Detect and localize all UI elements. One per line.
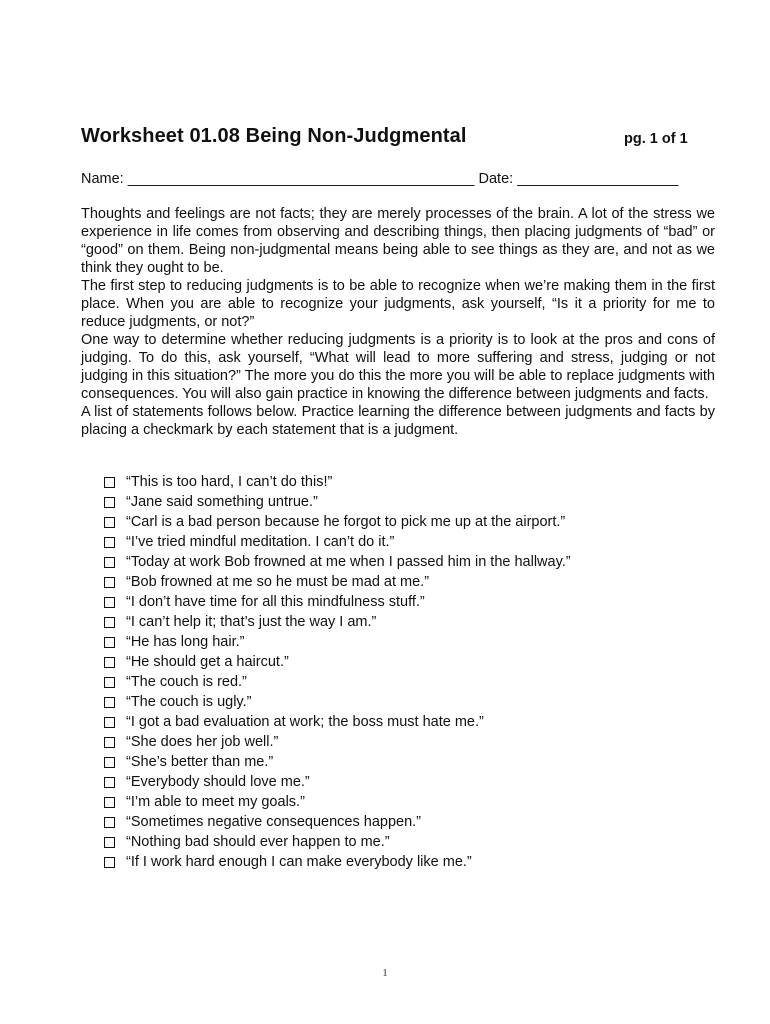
checklist-item <box>104 552 571 572</box>
statement-text: “The couch is red.” <box>126 674 247 690</box>
checklist-item <box>104 812 571 832</box>
checkbox[interactable] <box>104 537 115 548</box>
statement-checklist <box>104 472 571 872</box>
statement-text: “I can’t help it; that’s just the way I am.” <box>126 614 377 630</box>
name-date-fields[interactable]: Name: ___________________________________________ Date: ____________________ <box>81 171 679 187</box>
checkbox[interactable] <box>104 617 115 628</box>
checkbox[interactable] <box>104 477 115 488</box>
checkbox[interactable] <box>104 817 115 828</box>
checklist-item <box>104 752 571 772</box>
statement-text: “If I work hard enough I can make everybody like me.” <box>126 854 472 870</box>
statement-text: “Everybody should love me.” <box>126 774 310 790</box>
checklist-item <box>104 652 571 672</box>
statement-text: “She does her job well.” <box>126 734 279 750</box>
checklist-item <box>104 512 571 532</box>
paragraph-instructions: A list of statements follows below. Practice learning the difference between judgments and facts by placing a checkmark by each statement that is a judgment. <box>81 404 715 438</box>
footer-page-number: 1 <box>382 967 388 979</box>
page-indicator: pg. 1 of 1 <box>624 131 688 147</box>
statement-text: “I’m able to meet my goals.” <box>126 794 305 810</box>
checklist-item <box>104 672 571 692</box>
paragraph-pros-cons: One way to determine whether reducing judgments is a priority is to look at the pros and cons of judging. To do this, ask yourself, “What will lead to more suffering and stress, judging or not judging in this situation?” The more you do this the more you will be able to replace judgments with consequences. You will also gain practice in knowing the difference between judgments and facts. <box>81 332 715 402</box>
checklist-item <box>104 712 571 732</box>
checklist-item <box>104 592 571 612</box>
statement-text: “This is too hard, I can’t do this!” <box>126 474 333 490</box>
checkbox[interactable] <box>104 777 115 788</box>
checklist-item <box>104 572 571 592</box>
checklist-item <box>104 492 571 512</box>
statement-text: “He has long hair.” <box>126 634 245 650</box>
checkbox[interactable] <box>104 577 115 588</box>
checkbox[interactable] <box>104 517 115 528</box>
checklist-item <box>104 772 571 792</box>
checklist-item <box>104 832 571 852</box>
statement-text: “Sometimes negative consequences happen.” <box>126 814 422 830</box>
checkbox[interactable] <box>104 557 115 568</box>
statement-text: “The couch is ugly.” <box>126 694 252 710</box>
statement-text: “Bob frowned at me so he must be mad at me.” <box>126 574 430 590</box>
statement-text: “Carl is a bad person because he forgot to pick me up at the airport.” <box>126 514 566 530</box>
checklist-item <box>104 792 571 812</box>
statement-text: “He should get a haircut.” <box>126 654 289 670</box>
checklist-item <box>104 632 571 652</box>
checklist-item <box>104 472 571 492</box>
checkbox[interactable] <box>104 757 115 768</box>
statement-text: “Today at work Bob frowned at me when I passed him in the hallway.” <box>126 554 571 570</box>
checklist-item <box>104 532 571 552</box>
checklist-item <box>104 732 571 752</box>
statement-text: “I got a bad evaluation at work; the boss must hate me.” <box>126 714 484 730</box>
instructions-text <box>81 205 715 439</box>
checkbox[interactable] <box>104 837 115 848</box>
statement-text: “She’s better than me.” <box>126 754 274 770</box>
worksheet-title: Worksheet 01.08 Being Non-Judgmental <box>81 125 467 147</box>
checkbox[interactable] <box>104 737 115 748</box>
checkbox[interactable] <box>104 717 115 728</box>
statement-text: “I’ve tried mindful meditation. I can’t do it.” <box>126 534 395 550</box>
checkbox[interactable] <box>104 597 115 608</box>
checkbox[interactable] <box>104 497 115 508</box>
checkbox[interactable] <box>104 797 115 808</box>
statement-text: “Nothing bad should ever happen to me.” <box>126 834 390 850</box>
paragraph-first-step: The first step to reducing judgments is to be able to recognize when we’re making them in the first place. When you are able to recognize your judgments, ask yourself, “Is it a priority for me to reduce judgments, or not?” <box>81 278 715 330</box>
paragraph-intro: Thoughts and feelings are not facts; they are merely processes of the brain. A lot of the stress we experience in life comes from observing and describing things, then placing judgments of “bad” or “good” on them. Being non-judgmental means being able to see things as they are, and not as we think they ought to be. <box>81 206 715 276</box>
statement-text: “Jane said something untrue.” <box>126 494 318 510</box>
checklist-item <box>104 612 571 632</box>
checklist-item <box>104 852 571 872</box>
checkbox[interactable] <box>104 857 115 868</box>
checkbox[interactable] <box>104 657 115 668</box>
checkbox[interactable] <box>104 637 115 648</box>
checklist-item <box>104 692 571 712</box>
statement-text: “I don’t have time for all this mindfulness stuff.” <box>126 594 425 610</box>
checkbox[interactable] <box>104 677 115 688</box>
checkbox[interactable] <box>104 697 115 708</box>
